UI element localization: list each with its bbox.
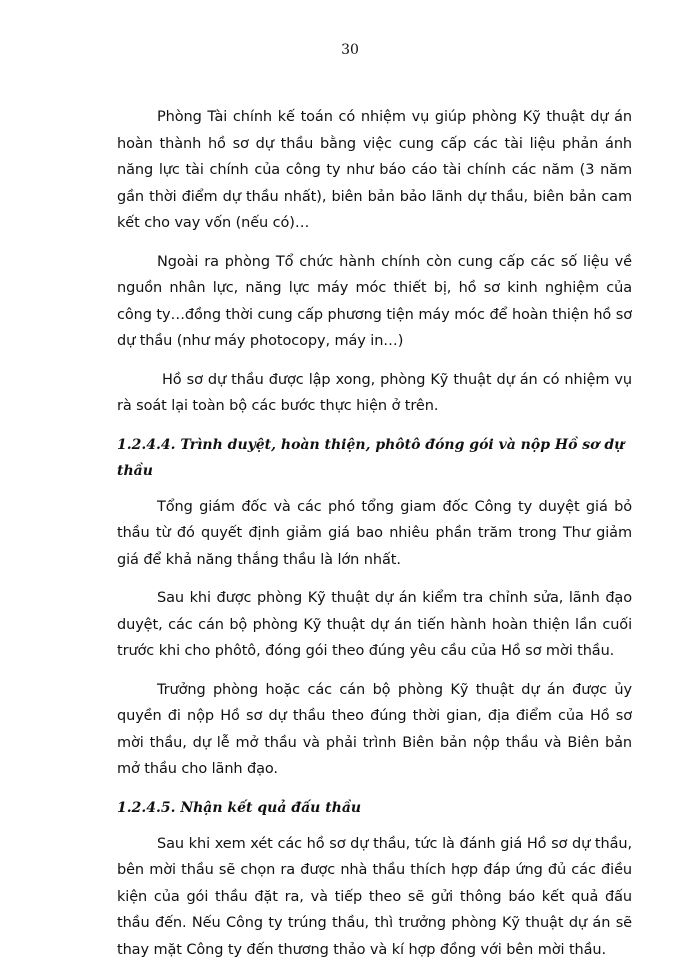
page-content bbox=[117, 104, 632, 975]
paragraph-submit: Trưởng phòng hoặc các cán bộ phòng Kỹ thuật dự án được ủy quyền đi nộp Hồ sơ dự thầu theo đúng thời gian, địa điểm của Hồ sơ mời thầu, dự lễ mở thầu và phải trình Biên bản nộp thầu và Biên bản mở thầu cho lãnh đạo. bbox=[117, 681, 632, 777]
page-number: 30 bbox=[341, 42, 359, 58]
paragraph-results: Sau khi xem xét các hồ sơ dự thầu, tức là đánh giá Hồ sơ dự thầu, bên mời thầu sẽ chọn ra được nhà thầu thích hợp đáp ứng đủ các điều kiện của gói thầu đặt ra, và tiếp theo sẽ gửi thông báo kết quả đấu thầu đến. Nếu Công ty trúng thầu, thì trưởng phòng Kỹ thuật dự án sẽ thay mặt Công ty đến thương thảo và kí hợp đồng với bên mời thầu. bbox=[117, 835, 632, 958]
section-heading-submission: 1.2.4.4. Trình duyệt, hoàn thiện, phôtô đóng gói và nộp Hồ sơ dự thầu bbox=[117, 436, 625, 479]
paragraph-review: Hồ sơ dự thầu được lập xong, phòng Kỹ thuật dự án có nhiệm vụ rà soát lại toàn bộ các bước thực hiện ở trên. bbox=[117, 371, 632, 414]
paragraph-admin-dept: Ngoài ra phòng Tổ chức hành chính còn cung cấp các số liệu về nguồn nhân lực, năng lực máy móc thiết bị, hồ sơ kinh nghiệm của công ty…đồng thời cung cấp phương tiện máy móc để hoàn thiện hồ sơ dự thầu (như máy photocopy, máy in…) bbox=[117, 253, 632, 349]
paragraph-finance-dept: Phòng Tài chính kế toán có nhiệm vụ giúp phòng Kỹ thuật dự án hoàn thành hồ sơ dự thầu bằng việc cung cấp các tài liệu phản ánh năng lực tài chính của công ty như báo cáo tài chính các năm (3 năm gần thời điểm dự thầu nhất), biên bản bảo lãnh dự thầu, biên bản cam kết cho vay vốn (nếu có)… bbox=[117, 109, 632, 231]
paragraph-pricing: Tổng giám đốc và các phó tổng giam đốc Công ty duyệt giá bỏ thầu từ đó quyết định giảm giá bao nhiêu phần trăm trong Thư giảm giá để khả năng thắng thầu là lớn nhất. bbox=[117, 498, 632, 568]
paragraph-finalize: Sau khi được phòng Kỹ thuật dự án kiểm tra chỉnh sửa, lãnh đạo duyệt, các cán bộ phòng Kỹ thuật dự án tiến hành hoàn thiện lần cuối trước khi cho phôtô, đóng gói theo đúng yêu cầu của Hồ sơ mời thầu. bbox=[117, 590, 632, 659]
section-heading-results: 1.2.4.5. Nhận kết quả đấu thầu bbox=[117, 799, 362, 816]
